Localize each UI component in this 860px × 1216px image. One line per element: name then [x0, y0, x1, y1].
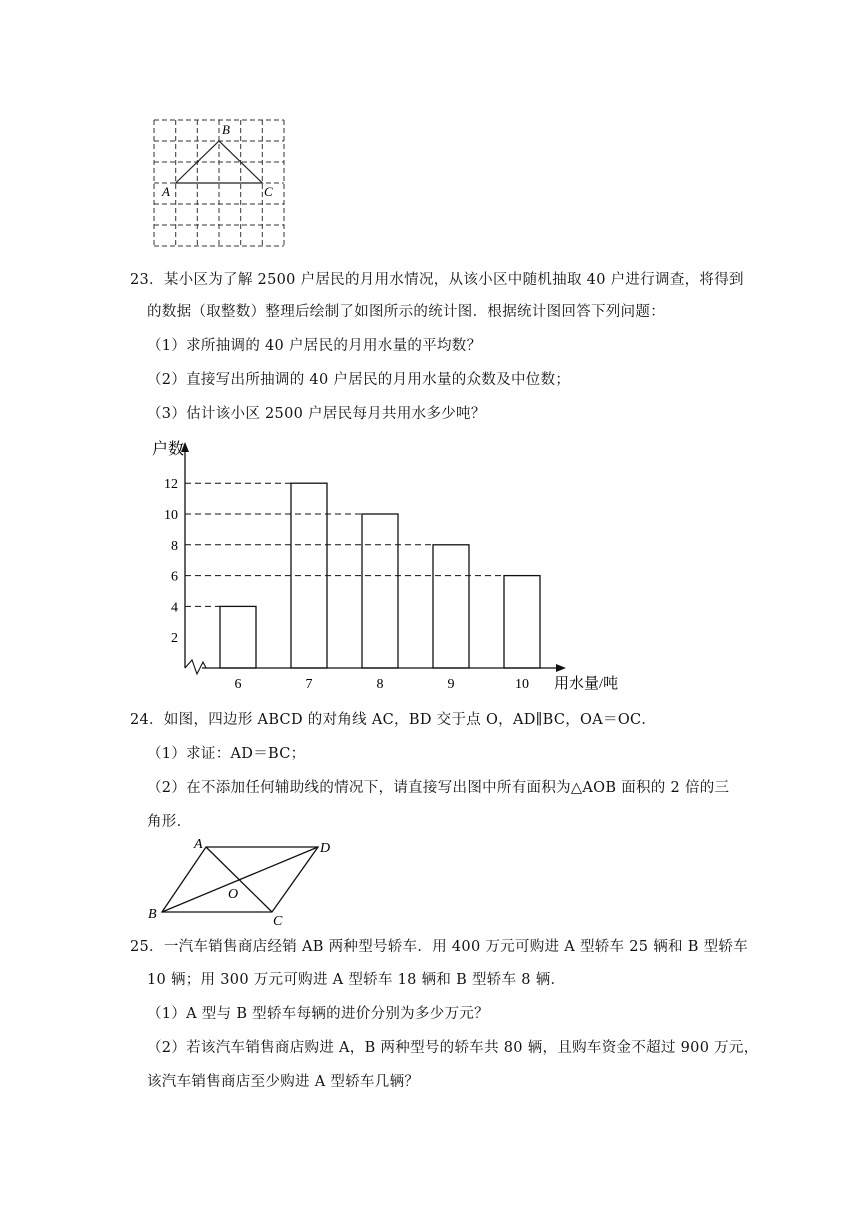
q25-line2: 10 辆；用 300 万元可购进 A 型轿车 18 辆和 B 型轿车 8 辆．: [147, 972, 566, 988]
label-b: B: [222, 122, 230, 137]
label-c: C: [273, 914, 283, 928]
q23-part2: （2）直接写出所抽调的 40 户居民的月用水量的众数及中位数；: [147, 372, 571, 388]
y-tick-label: 4: [171, 600, 178, 616]
label-a: A: [194, 837, 203, 852]
y-tick-labels: [164, 477, 178, 646]
label-b: B: [148, 907, 157, 922]
q25-line1: 25．一汽车销售商店经销 AB 两种型号轿车．用 400 万元可购进 A 型轿车 25 辆和 B 型轿车: [130, 939, 749, 955]
x-axis-arrow: [556, 664, 566, 672]
parallelogram-figure: [140, 836, 350, 928]
q24-part2b: 角形．: [147, 814, 192, 830]
axis-break-zigzag: [185, 660, 206, 674]
water-usage-bar-chart: [140, 436, 640, 696]
x-tick-label: 7: [305, 677, 313, 692]
bar-9: [433, 545, 469, 668]
y-tick-label: 10: [164, 508, 178, 523]
q23-part3: （3）估计该小区 2500 户居民每月共用水多少吨？: [147, 406, 486, 422]
bar-6: [220, 606, 256, 668]
q25-part2b: 该汽车销售商店至少购进 A 型轿车几辆？: [147, 1074, 420, 1090]
q24-part2a: （2）在不添加任何辅助线的情况下，请直接写出图中所有面积为△AOB 面积的 2 倍的三: [147, 780, 730, 796]
y-tick-label: 12: [164, 477, 178, 493]
q24-line1: 24．如图，四边形 ABCD 的对角线 AC，BD 交于点 O，AD∥BC，OA＝OC．: [130, 712, 657, 728]
bar-10: [504, 576, 540, 668]
q23-line1: 23．某小区为了解 2500 户居民的月用水情况，从该小区中随机抽取 40 户进行调查，将得到: [130, 272, 744, 288]
label-c: C: [264, 184, 273, 199]
label-d: D: [320, 841, 331, 856]
q23-line2: 的数据（取整数）整理后绘制了如图所示的统计图．根据统计图回答下列问题：: [147, 304, 665, 320]
q23-part1: （1）求所抽调的 40 户居民的月用水量的平均数？: [147, 338, 482, 354]
x-tick-label: 9: [447, 677, 455, 692]
y-axis-label: 户数: [152, 441, 185, 458]
label-o: O: [228, 887, 239, 902]
q24-part1: （1）求证：AD＝BC；: [147, 746, 306, 762]
bar-8: [362, 514, 398, 668]
x-tick-label: 8: [376, 677, 384, 692]
q25-part2a: （2）若该汽车销售商店购进 A，B 两种型号的轿车共 80 辆，且购车资金不超过 900 万元，: [147, 1040, 759, 1056]
x-tick-labels: [235, 677, 530, 692]
y-tick-label: 6: [171, 569, 178, 585]
x-axis-label: 用水量/吨: [554, 676, 619, 692]
q25-part1: （1）A 型与 B 型轿车每辆的进价分别为多少万元？: [147, 1006, 489, 1022]
x-tick-label: 6: [234, 677, 242, 692]
x-tick-label: 10: [515, 677, 529, 692]
y-tick-label: 8: [171, 538, 178, 554]
y-tick-label: 2: [171, 631, 178, 647]
grid-triangle-figure: [140, 112, 300, 257]
label-a: A: [162, 184, 170, 199]
